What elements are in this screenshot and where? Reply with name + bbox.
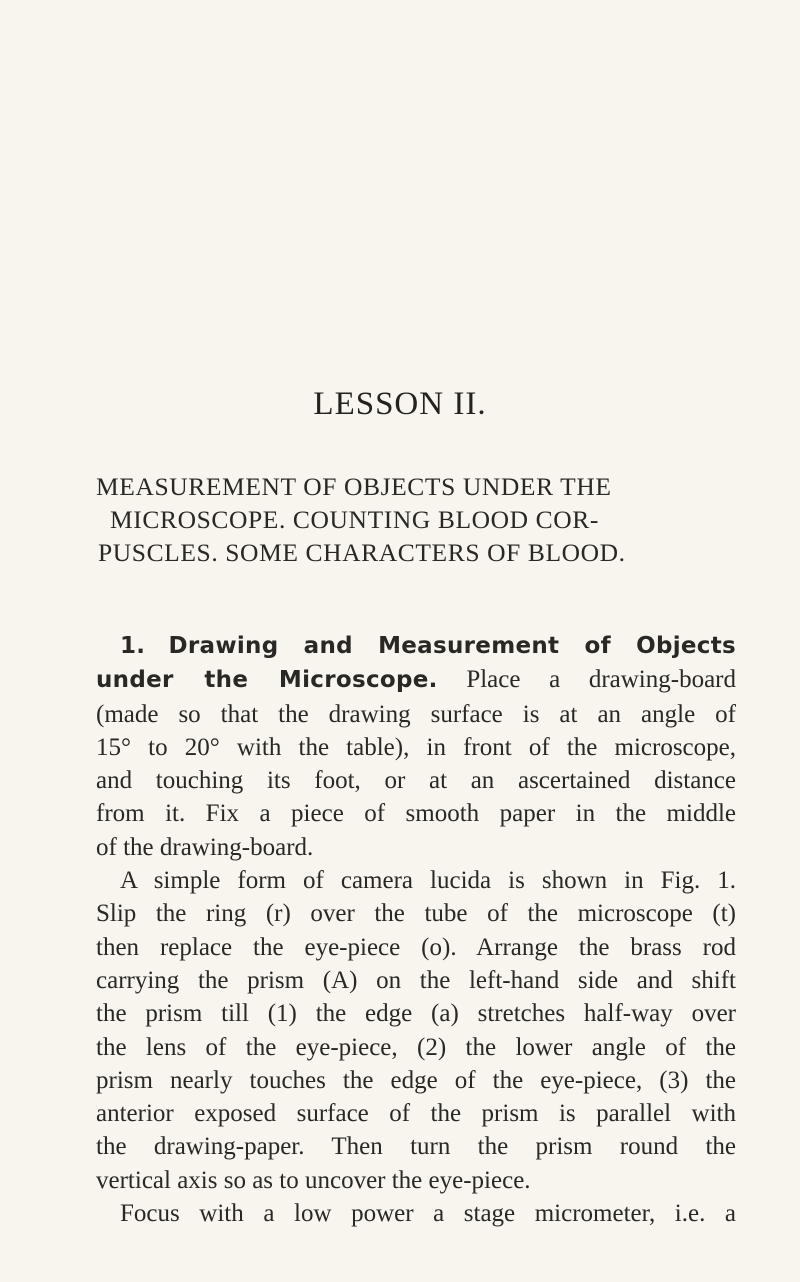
paragraph-line: the lens of the eye-piece, (2) the lower angle of the [96, 1033, 736, 1061]
paragraph-text: Place a drawing-board [466, 666, 736, 694]
section-heading-continued: under the Microscope. [96, 667, 438, 694]
paragraph-line: the drawing-paper. Then turn the prism round the [96, 1133, 736, 1161]
paragraph-line: of the drawing-board. [96, 833, 314, 861]
lesson-title: LESSON II. [313, 386, 487, 422]
section-heading: Drawing and Measurement of Objects [168, 633, 737, 659]
paragraph-line: anterior exposed surface of the prism is parallel with [96, 1100, 736, 1128]
section-heading-line [96, 629, 736, 663]
paragraph-line: vertical axis so as to uncover the eye-piece. [96, 1166, 531, 1194]
subtitle-line: MICROSCOPE. COUNTING BLOOD COR- [110, 505, 599, 534]
paragraph-line: Focus with a low power a stage micrometer, i.e. a [120, 1200, 736, 1228]
section-heading-line [96, 663, 736, 697]
paragraph-line: the prism till (1) the edge (a) stretches half-way over [96, 1000, 736, 1028]
paragraph-line: Slip the ring (r) over the tube of the microscope (t) [96, 900, 736, 928]
lesson-subtitle [96, 470, 728, 569]
paragraph-line: then replace the eye-piece (o). Arrange the brass rod [96, 933, 736, 961]
paragraph-line: from it. Fix a piece of smooth paper in the middle [96, 800, 736, 828]
paragraph-line: carrying the prism (A) on the left-hand side and shift [96, 966, 736, 994]
subtitle-line: MEASUREMENT OF OBJECTS UNDER THE [96, 472, 612, 501]
paragraph-line: and touching its foot, or at an ascertained distance [96, 767, 736, 795]
section-body [96, 629, 736, 1230]
paragraph-line: prism nearly touches the edge of the eye-piece, (3) the [96, 1066, 736, 1094]
paragraph-line: 15° to 20° with the table), in front of the microscope, [96, 733, 736, 761]
paragraph-line: A simple form of camera lucida is shown in Fig. 1. [120, 867, 736, 895]
subtitle-line: PUSCLES. SOME CHARACTERS OF BLOOD. [98, 538, 626, 567]
section-number: 1. [120, 633, 146, 659]
paragraph-line: (made so that the drawing surface is at an angle of [96, 700, 736, 728]
